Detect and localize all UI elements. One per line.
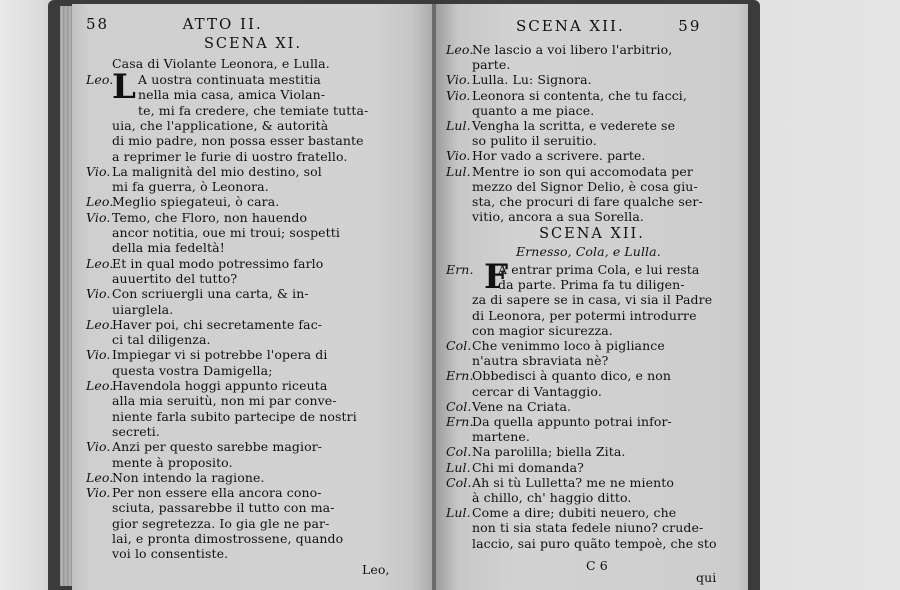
text-line [72,194,434,210]
text-line [72,240,434,256]
text-line [72,347,434,363]
line-text: Et in qual modo potressimo farlo [112,255,324,271]
line-text: Ah si tù Lulletta? me ne miento [472,474,674,490]
line-text: uiarglela. [112,301,174,317]
text-line [436,353,748,369]
speaker-label: Lul. [446,505,471,521]
line-text: non ti sia stata fedele niuno? crude- [472,520,704,536]
line-text: martene. [472,429,530,445]
speaker-label: Ern. [446,414,474,429]
speaker-label: Lul. [446,118,471,133]
text-line [72,302,434,318]
text-line [72,363,434,379]
speaker-label: Leo. [86,255,114,271]
line-text: Impiegar vi si potrebbe l'opera di [112,347,328,363]
line-text: parte. [472,57,511,73]
text-line [436,536,748,552]
line-text: uia, che l'applicatione, & autorità [112,117,329,133]
speaker-label: Vio. [86,439,111,455]
text-line [72,516,434,532]
line-text: lai, e pronta dimostrossene, quando [112,531,344,546]
left-header [72,16,434,32]
speaker-label: Leo. [86,72,114,87]
speaker-label: Vio. [446,87,471,103]
right-page [436,4,748,590]
line-text: di Leonora, per potermi introdurre [472,307,697,323]
text-line [72,424,434,440]
text-line [72,485,434,501]
line-text: Hor vado a scrivere. parte. [472,148,646,164]
line-text: Chi mi domanda? [472,459,584,475]
speaker-label: Vio. [446,72,471,88]
text-line [436,460,748,476]
line-text: Havendola hoggi appunto riceuta [112,378,328,393]
line-text: ancor notitia, oue mi troui; sospetti [112,225,341,240]
text-line [436,148,748,164]
line-text: Lulla. Lu: Signora. [472,72,592,88]
line-text: cercar di Vantaggio. [472,383,602,399]
speaker-label: Vio. [446,148,471,164]
line-text: con magior sicurezza. [472,322,613,338]
text-line [436,490,748,506]
catchword-right: qui [696,570,717,585]
text-line [72,149,434,165]
line-text: Ne lascio a voi libero l'arbitrio, [472,42,673,57]
line-text: Mentre io son qui accomodata per [472,163,693,179]
text-line [72,455,434,471]
line-text: vitio, ancora a sua Sorella. [472,209,644,225]
line-text: te, mi fa credere, che temiate tutta- [138,102,369,118]
speaker-label: Leo. [86,469,114,485]
line-text: voi lo consentiste. [112,546,229,562]
text-line [72,72,434,88]
speaker-label: Lul. [446,459,471,475]
right-header [436,18,748,34]
speaker-label: Col. [446,398,472,414]
text-line [72,409,434,425]
text-line [436,338,748,354]
text-line [72,133,434,149]
scene-title-right: SCENA XII. [539,226,645,242]
line-text: Che venimmo loco à pigliance [472,338,665,353]
line-text: quanto a me piace. [472,102,595,118]
line-text: za di sapere se in casa, vi sia il Padre [472,292,713,308]
catchword-left: Leo, [362,562,390,577]
text-line [436,57,748,73]
line-text: Na parolilla; biella Zita. [472,444,626,460]
text-line [72,118,434,134]
running-head-right: SCENA XII. [516,17,625,35]
speaker-label: Lul. [446,163,471,179]
text-line [436,103,748,119]
text-line [72,225,434,241]
text-line [72,378,434,394]
line-text: La malignità del mio destino, sol [112,163,322,179]
characters-line-left: Casa di Violante Leonora, e Lulla. [112,56,330,71]
line-text: Temo, che Floro, non hauendo [112,209,308,225]
text-line [436,72,748,88]
text-line [72,256,434,272]
text-line [72,271,434,287]
text-line [436,164,748,180]
speaker-label: Vio. [86,347,111,363]
line-text: Per non essere ella ancora cono- [112,485,322,501]
line-text: Haver poi, chi secretamente fac- [112,316,323,332]
text-line [72,210,434,226]
text-line [436,194,748,210]
line-text: niente farla subito partecipe de nostri [112,408,357,424]
text-line [436,209,748,225]
text-line [72,179,434,195]
text-line [436,42,748,58]
line-text: gior segretezza. Io gia gle ne par- [112,515,330,531]
line-text: mi fa guerra, ò Leonora. [112,179,269,195]
speaker-label: Col. [446,444,472,460]
text-line [72,286,434,302]
speaker-label: Ern. [446,368,474,384]
text-line [436,88,748,104]
line-text: Da quella appunto potrai infor- [472,414,672,429]
text-line [436,475,748,491]
line-text: Vengha la scritta, e vederete se [472,118,676,133]
line-text: questa vostra Damigella; [112,362,273,378]
line-text: laccio, sai puro quãto tempoè, che sto [472,535,717,551]
text-line [436,429,748,445]
line-text: della mia fedeltà! [112,240,225,256]
line-text: Vene na Criata. [472,398,572,414]
characters-line-right: Ernesso, Cola, e Lulla. [516,244,661,259]
line-text: alla mia seruitù, non mi par conve- [112,393,337,409]
text-line [436,262,748,278]
line-text: Anzi per questo sarebbe magior- [112,439,323,455]
text-line [436,399,748,415]
text-line [436,505,748,521]
speaker-label: Col. [446,474,472,490]
speaker-label: Vio. [86,485,111,501]
speaker-label: Leo. [86,194,114,210]
page-number-left: 58 [86,15,110,33]
line-text: Meglio spiegateui, ò cara. [112,194,280,210]
speaker-label: Ern. [446,262,474,277]
text-line [436,414,748,430]
page-number-right: 59 [678,17,702,35]
speaker-label: Vio. [86,286,111,302]
scene-title-left: SCENA XI. [203,36,303,52]
text-line [436,323,748,339]
line-text: ci tal diligenza. [112,332,211,348]
speaker-label: Vio. [86,209,111,225]
text-line [436,520,748,536]
text-line [72,393,434,409]
text-line [436,133,748,149]
speaker-label: Vio. [86,163,111,179]
text-line [72,332,434,348]
speaker-label: Leo. [86,316,114,332]
text-line [436,118,748,134]
text-line [72,317,434,333]
line-text: A uostra continuata mestitia [138,72,321,87]
text-line [72,531,434,547]
text-line [72,546,434,562]
drop-cap-right: F [484,257,509,297]
text-line [72,439,434,455]
line-text: Leonora si contenta, che tu facci, [472,87,687,103]
text-line [72,500,434,516]
text-line [436,277,748,293]
text-line [436,308,748,324]
running-head-left: ATTO II. [182,15,263,33]
line-text: Come a dire; dubiti neuero, che [472,505,677,521]
line-text: so pulito il seruitio. [472,133,597,149]
line-text: n'autra sbraviata nè? [472,353,609,369]
line-text: sta, che procuri di fare qualche ser- [472,194,703,209]
speaker-label: Leo. [446,42,474,57]
line-text: A entrar prima Cola, e lui resta [498,262,700,277]
text-line [72,103,434,119]
line-text: sciuta, passarebbe il tutto con ma- [112,500,335,516]
line-text: nella mia casa, amica Violan- [138,87,326,103]
signature-mark: C 6 [586,558,608,573]
line-text: secreti. [112,423,160,439]
line-text: mente à proposito. [112,454,233,470]
line-text: a reprimer le furie di uostro fratello. [112,148,348,164]
text-line [436,292,748,308]
speaker-label: Leo. [86,378,114,393]
text-line [72,470,434,486]
line-text: auuertito del tutto? [112,270,238,286]
text-line [72,87,434,103]
text-line [436,179,748,195]
text-line [436,444,748,460]
line-text: mezzo del Signor Delio, è cosa giu- [472,178,698,194]
line-text: di mio padre, non possa esser bastante [112,133,364,149]
text-line [436,384,748,400]
left-page [72,4,434,590]
line-text: Non intendo la ragione. [112,469,265,485]
text-line [72,164,434,180]
drop-cap-left: L [112,67,136,107]
line-text: da parte. Prima fa tu diligen- [498,277,685,293]
speaker-label: Col. [446,338,472,353]
text-line [436,368,748,384]
line-text: à chillo, ch' haggio ditto. [472,490,632,505]
line-text: Con scriuergli una carta, & in- [112,286,309,302]
line-text: Obbedisci à quanto dico, e non [472,368,672,384]
